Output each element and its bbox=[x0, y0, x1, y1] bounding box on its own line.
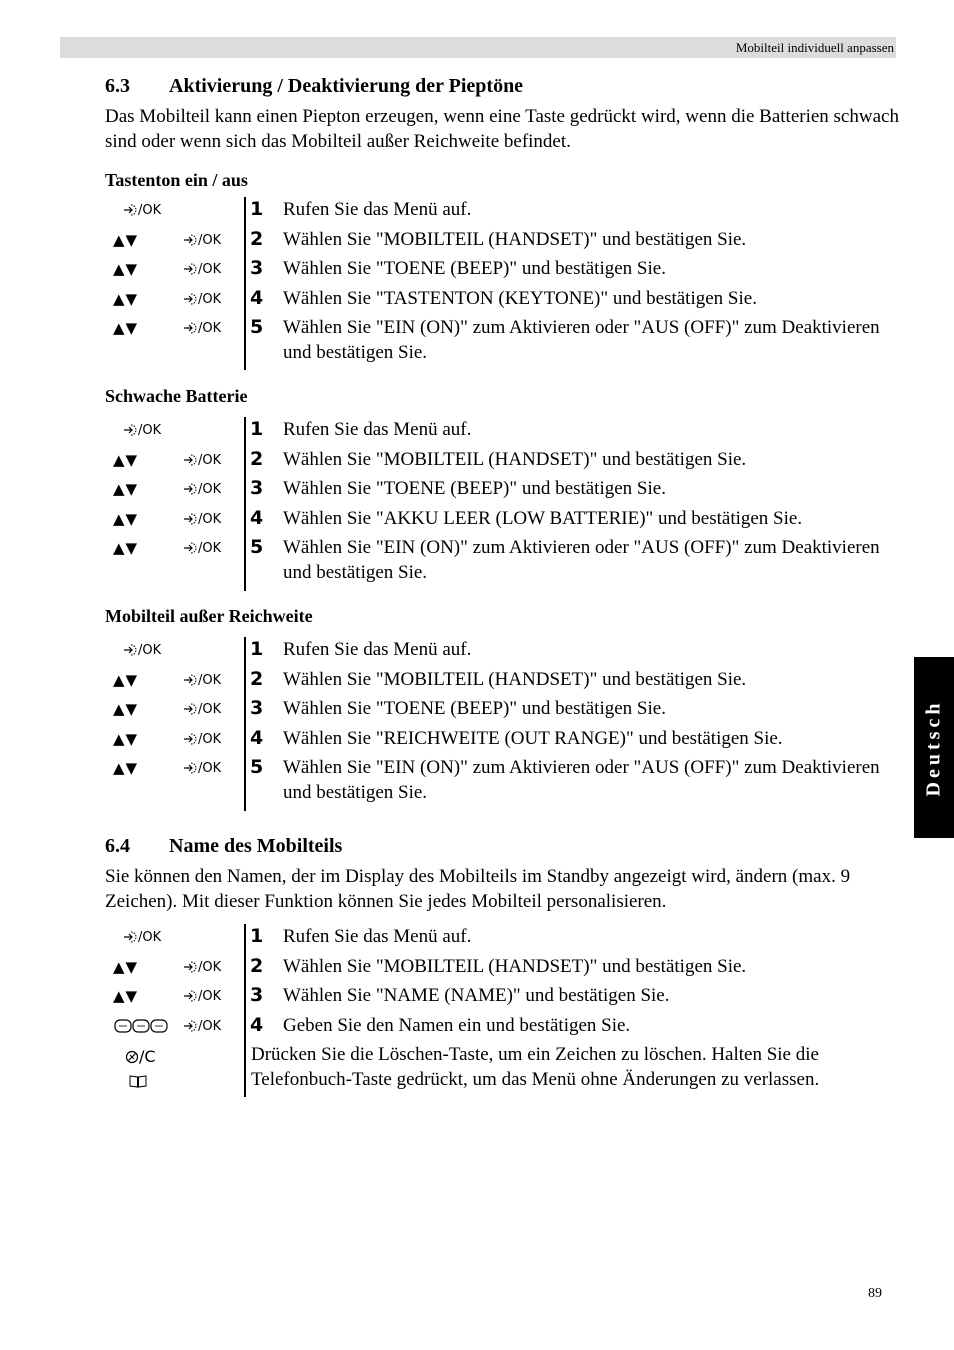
navigation-arrows-icon: ▲▼ bbox=[113, 958, 139, 976]
section-title: Name des Mobilteils bbox=[169, 835, 343, 857]
step-number: 3 bbox=[250, 477, 264, 499]
subsection-title: Tastenton ein / aus bbox=[105, 170, 248, 190]
menu-ok-label: /OK bbox=[198, 1019, 222, 1034]
step-number: 1 bbox=[250, 418, 264, 440]
menu-ok-icon bbox=[183, 454, 197, 466]
phonebook-key bbox=[129, 1074, 147, 1093]
section-number: 6.4 bbox=[105, 835, 130, 857]
menu-ok-key bbox=[123, 643, 161, 659]
navigation-arrows-icon: ▲▼ bbox=[113, 231, 139, 249]
navigation-arrows-icon: ▲▼ bbox=[113, 987, 139, 1005]
step-number: 4 bbox=[250, 727, 264, 749]
menu-ok-key bbox=[183, 512, 221, 528]
menu-ok-icon bbox=[183, 293, 197, 305]
clear-key-icon bbox=[125, 1050, 139, 1064]
step-number: 5 bbox=[250, 316, 264, 338]
instruction-step bbox=[105, 954, 905, 983]
step-text: Wählen Sie "TASTENTON (KEYTONE)" und bestätigen Sie. bbox=[283, 288, 757, 309]
menu-ok-key bbox=[183, 673, 221, 689]
menu-ok-icon bbox=[183, 674, 197, 686]
step-number: 5 bbox=[250, 536, 264, 558]
instruction-step bbox=[105, 227, 905, 256]
menu-ok-icon bbox=[183, 542, 197, 554]
step-text: Geben Sie den Namen ein und bestätigen Sie. bbox=[283, 1015, 631, 1036]
clear-key bbox=[125, 1048, 156, 1066]
menu-ok-icon bbox=[183, 263, 197, 275]
step-text: Wählen Sie "REICHWEITE (OUT RANGE)" und bestätigen Sie. bbox=[283, 728, 783, 749]
step-text: Wählen Sie "TOENE (BEEP)" und bestätigen Sie. bbox=[283, 478, 666, 499]
section-title: Aktivierung / Deaktivierung der Pieptöne bbox=[169, 75, 524, 97]
language-tab-label: Deutsch bbox=[922, 699, 945, 796]
instruction-step bbox=[105, 726, 905, 755]
menu-ok-icon bbox=[123, 204, 137, 216]
menu-ok-icon bbox=[183, 762, 197, 774]
keypad-icon bbox=[114, 1019, 168, 1033]
instruction-step bbox=[105, 983, 905, 1012]
step-text: Wählen Sie "AKKU LEER (LOW BATTERIE)" und bestätigen Sie. bbox=[283, 508, 803, 529]
step-number: 2 bbox=[250, 668, 264, 690]
step-number: 1 bbox=[250, 198, 264, 220]
menu-ok-key bbox=[123, 930, 161, 946]
navigation-arrows-icon: ▲▼ bbox=[113, 700, 139, 718]
menu-ok-icon bbox=[123, 644, 137, 656]
section-heading bbox=[105, 74, 523, 98]
navigation-arrows-icon: ▲▼ bbox=[113, 319, 139, 337]
menu-ok-label: /OK bbox=[198, 673, 222, 688]
section-intro: Das Mobilteil kann einen Piepton erzeugen, wenn eine Taste gedrückt wird, wenn die Batterien schwach sind oder wenn sich das Mobilteil außer Reichweite befindet. bbox=[105, 106, 899, 152]
menu-ok-key bbox=[183, 761, 221, 777]
step-text: Wählen Sie "TOENE (BEEP)" und bestätigen Sie. bbox=[283, 258, 666, 279]
menu-ok-label: /OK bbox=[198, 541, 222, 556]
menu-ok-icon bbox=[123, 931, 137, 943]
instruction-step bbox=[105, 924, 905, 953]
section-heading bbox=[105, 834, 342, 858]
menu-ok-icon bbox=[183, 990, 197, 1002]
step-number: 2 bbox=[250, 448, 264, 470]
page-number: 89 bbox=[868, 1286, 882, 1301]
instruction-step bbox=[105, 256, 905, 285]
navigation-arrows-icon: ▲▼ bbox=[113, 451, 139, 469]
number-keys bbox=[114, 1019, 168, 1038]
language-tab bbox=[914, 657, 954, 838]
instruction-step bbox=[105, 476, 905, 505]
step-text: Wählen Sie "EIN (ON)" zum Aktivieren oder "AUS (OFF)" zum Deaktivieren und bestätigen Sie. bbox=[283, 317, 880, 363]
step-text: Rufen Sie das Menü auf. bbox=[283, 639, 472, 660]
instruction-step bbox=[105, 286, 905, 315]
menu-ok-label: /OK bbox=[198, 960, 222, 975]
menu-ok-label: /OK bbox=[198, 292, 222, 307]
section-intro: Sie können den Namen, der im Display des Mobilteils im Standby angezeigt wird, ändern (max. 9 Zeichen). Mit dieser Funktion können Sie jedes Mobilteil personalisieren. bbox=[105, 866, 851, 912]
menu-ok-icon bbox=[183, 322, 197, 334]
step-text: Wählen Sie "MOBILTEIL (HANDSET)" und bestätigen Sie. bbox=[283, 669, 747, 690]
navigation-arrows-icon: ▲▼ bbox=[113, 290, 139, 308]
menu-ok-icon bbox=[183, 483, 197, 495]
menu-ok-key bbox=[183, 702, 221, 718]
menu-ok-label: /OK bbox=[198, 321, 222, 336]
subsection-title: Schwache Batterie bbox=[105, 386, 248, 406]
instruction-step bbox=[105, 506, 905, 535]
header-bar bbox=[60, 37, 896, 58]
step-number: 3 bbox=[250, 984, 264, 1006]
menu-ok-label: /OK bbox=[198, 702, 222, 717]
instruction-step bbox=[105, 1013, 905, 1042]
step-number: 4 bbox=[250, 287, 264, 309]
instruction-block bbox=[105, 417, 905, 591]
menu-ok-label: /OK bbox=[198, 761, 222, 776]
menu-ok-label: /OK bbox=[198, 482, 222, 497]
instruction-step bbox=[105, 637, 905, 666]
menu-ok-label: /OK bbox=[198, 732, 222, 747]
menu-ok-key bbox=[183, 960, 221, 976]
menu-ok-key bbox=[123, 423, 161, 439]
menu-ok-key bbox=[183, 292, 221, 308]
step-text: Wählen Sie "EIN (ON)" zum Aktivieren oder "AUS (OFF)" zum Deaktivieren und bestätigen Sie. bbox=[283, 537, 880, 583]
navigation-arrows-icon: ▲▼ bbox=[113, 260, 139, 278]
step-number: 3 bbox=[250, 697, 264, 719]
phonebook-icon bbox=[129, 1074, 147, 1088]
menu-ok-key bbox=[183, 541, 221, 557]
menu-ok-label: /OK bbox=[138, 643, 162, 658]
step-text: Wählen Sie "TOENE (BEEP)" und bestätigen Sie. bbox=[283, 698, 666, 719]
step-number: 2 bbox=[250, 228, 264, 250]
menu-ok-key bbox=[183, 262, 221, 278]
menu-ok-key bbox=[183, 989, 221, 1005]
instruction-step bbox=[105, 315, 905, 363]
clear-key-label: /C bbox=[139, 1047, 156, 1066]
instruction-step bbox=[105, 197, 905, 226]
menu-ok-label: /OK bbox=[198, 453, 222, 468]
menu-ok-label: /OK bbox=[198, 262, 222, 277]
menu-ok-key bbox=[123, 203, 161, 219]
navigation-arrows-icon: ▲▼ bbox=[113, 510, 139, 528]
menu-ok-label: /OK bbox=[138, 203, 162, 218]
menu-ok-key bbox=[183, 453, 221, 469]
menu-ok-icon bbox=[183, 961, 197, 973]
step-number: 5 bbox=[250, 756, 264, 778]
instruction-step bbox=[105, 667, 905, 696]
step-text: Rufen Sie das Menü auf. bbox=[283, 419, 472, 440]
step-text: Wählen Sie "NAME (NAME)" und bestätigen Sie. bbox=[283, 985, 670, 1006]
menu-ok-key bbox=[183, 233, 221, 249]
menu-ok-icon bbox=[183, 733, 197, 745]
step-number: 3 bbox=[250, 257, 264, 279]
menu-ok-icon bbox=[183, 1020, 197, 1032]
instruction-step bbox=[105, 417, 905, 446]
menu-ok-key bbox=[183, 482, 221, 498]
menu-ok-label: /OK bbox=[138, 930, 162, 945]
navigation-arrows-icon: ▲▼ bbox=[113, 480, 139, 498]
subsection-title: Mobilteil außer Reichweite bbox=[105, 606, 313, 626]
step-text: Wählen Sie "MOBILTEIL (HANDSET)" und bestätigen Sie. bbox=[283, 449, 747, 470]
instruction-block bbox=[105, 637, 905, 811]
menu-ok-icon bbox=[183, 703, 197, 715]
name-note: Drücken Sie die Löschen-Taste, um ein Zeichen zu löschen. Halten Sie die Telefonbuch-Taste gedrückt, um das Menü ohne Änderungen zu verlassen. bbox=[251, 1044, 820, 1090]
navigation-arrows-icon: ▲▼ bbox=[113, 759, 139, 777]
step-number: 4 bbox=[250, 507, 264, 529]
step-text: Wählen Sie "EIN (ON)" zum Aktivieren oder "AUS (OFF)" zum Deaktivieren und bestätigen Sie. bbox=[283, 757, 880, 803]
menu-ok-label: /OK bbox=[198, 512, 222, 527]
menu-ok-key bbox=[183, 321, 221, 337]
step-text: Wählen Sie "MOBILTEIL (HANDSET)" und bestätigen Sie. bbox=[283, 229, 747, 250]
navigation-arrows-icon: ▲▼ bbox=[113, 730, 139, 748]
step-number: 1 bbox=[250, 638, 264, 660]
menu-ok-label: /OK bbox=[138, 423, 162, 438]
step-text: Rufen Sie das Menü auf. bbox=[283, 199, 472, 220]
step-number: 2 bbox=[250, 955, 264, 977]
menu-ok-icon bbox=[123, 424, 137, 436]
instruction-step bbox=[105, 755, 905, 803]
header-title: Mobilteil individuell anpassen bbox=[735, 40, 894, 55]
step-text: Rufen Sie das Menü auf. bbox=[283, 926, 472, 947]
step-number: 1 bbox=[250, 925, 264, 947]
menu-ok-label: /OK bbox=[198, 989, 222, 1004]
menu-ok-icon bbox=[183, 513, 197, 525]
section-number: 6.3 bbox=[105, 75, 130, 97]
menu-ok-label: /OK bbox=[198, 233, 222, 248]
instruction-step bbox=[105, 447, 905, 476]
menu-ok-key bbox=[183, 732, 221, 748]
instruction-block bbox=[105, 197, 905, 370]
instruction-block bbox=[105, 924, 905, 1097]
navigation-arrows-icon: ▲▼ bbox=[113, 539, 139, 557]
step-text: Wählen Sie "MOBILTEIL (HANDSET)" und bestätigen Sie. bbox=[283, 956, 747, 977]
menu-ok-icon bbox=[183, 234, 197, 246]
step-number: 4 bbox=[250, 1014, 264, 1036]
menu-ok-key bbox=[183, 1019, 221, 1035]
navigation-arrows-icon: ▲▼ bbox=[113, 671, 139, 689]
instruction-step bbox=[105, 696, 905, 725]
instruction-step bbox=[105, 535, 905, 583]
